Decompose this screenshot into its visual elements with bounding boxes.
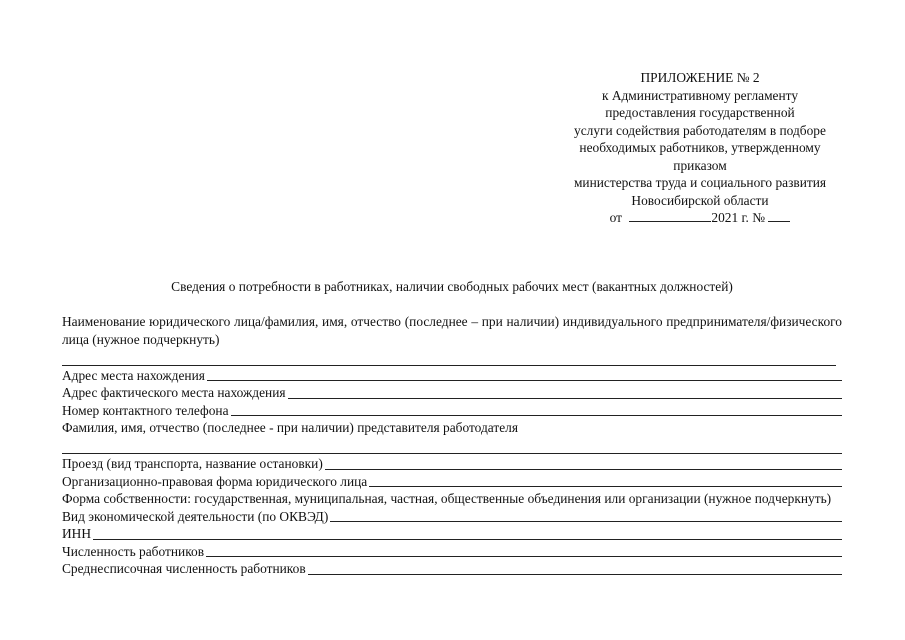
representative-label: Фамилия, имя, отчество (последнее - при наличии) представителя работодателя	[62, 420, 519, 435]
employer-form	[62, 313, 842, 578]
employer-name-label: Наименование юридического лица/фамилия, имя, отчество (последнее – при наличии) индивидуального предпринимателя/физического лица (нужное подчеркнуть)	[62, 314, 842, 347]
transport-field[interactable]	[325, 469, 842, 470]
actual-address-label: Адрес фактического места нахождения	[62, 385, 286, 400]
appendix-line: Новосибирской области	[631, 192, 769, 208]
appendix-line: услуги содействия работодателям в подборе	[574, 122, 826, 138]
employees-row	[62, 543, 842, 561]
transport-row	[62, 455, 842, 473]
employer-name-field[interactable]	[62, 348, 836, 366]
avg-employees-row	[62, 560, 842, 578]
appendix-line: к Административному регламенту	[601, 87, 799, 103]
date-prefix: от	[609, 210, 623, 225]
order-number-blank	[768, 209, 790, 222]
legal-form-label: Организационно-правовая форма юридического лица	[62, 473, 368, 489]
appendix-line: необходимых работников, утвержденному	[579, 140, 821, 155]
actual-address-field[interactable]	[288, 398, 842, 399]
appendix-number: ПРИЛОЖЕНИЕ № 2	[640, 70, 760, 85]
appendix-header	[545, 69, 855, 227]
phone-row	[62, 402, 842, 420]
okved-field[interactable]	[330, 521, 842, 522]
okved-label: Вид экономической деятельности (по ОКВЭД)	[62, 508, 329, 524]
appendix-line: министерства труда и социального развития	[573, 175, 827, 190]
transport-label: Проезд (вид транспорта, название остановки)	[62, 456, 323, 471]
address-label: Адрес места нахождения	[62, 367, 205, 383]
okved-row	[62, 508, 842, 526]
address-row	[62, 367, 842, 385]
address-field[interactable]	[207, 380, 842, 381]
appendix-date-line	[545, 209, 855, 227]
date-blank	[629, 209, 711, 222]
inn-row	[62, 525, 842, 543]
avg-employees-label: Среднесписочная численность работников	[62, 561, 306, 576]
phone-field[interactable]	[231, 415, 842, 416]
actual-address-row	[62, 384, 842, 402]
employees-label: Численность работников	[62, 543, 205, 559]
representative-field[interactable]	[62, 437, 842, 455]
legal-form-field[interactable]	[369, 486, 842, 487]
document-title: Сведения о потребности в работниках, наличии свободных рабочих мест (вакантных должностей)	[171, 279, 733, 294]
inn-label: ИНН	[62, 526, 92, 541]
inn-field[interactable]	[93, 539, 842, 540]
legal-form-row	[62, 473, 842, 491]
ownership-label[interactable]: Форма собственности: государственная, муниципальная, частная, общественные объединения или организации (нужное подчеркнуть)	[62, 491, 832, 506]
appendix-line: приказом	[673, 157, 727, 173]
employees-field[interactable]	[206, 556, 842, 557]
phone-label: Номер контактного телефона	[62, 402, 229, 418]
avg-employees-field[interactable]	[308, 574, 842, 575]
order-year-label: 2021 г. №	[711, 210, 765, 225]
appendix-line: предоставления государственной	[605, 105, 795, 120]
